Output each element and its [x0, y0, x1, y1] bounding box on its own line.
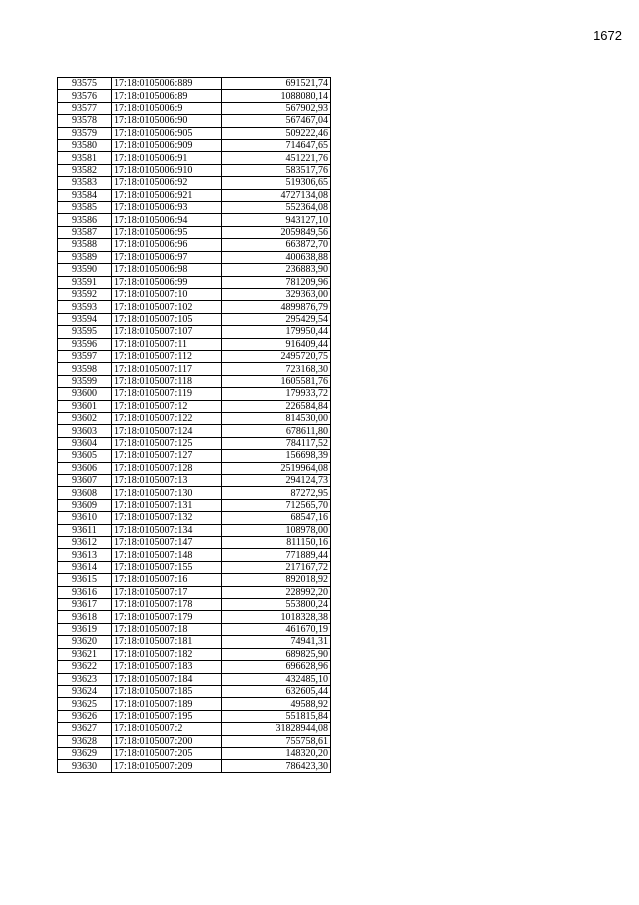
- cadastral-number-cell: 17:18:0105006:97: [112, 251, 222, 263]
- table-row: [58, 487, 331, 499]
- table-row: [58, 400, 331, 412]
- row-number-cell: 93622: [58, 661, 112, 673]
- cadastral-number-cell: 17:18:0105007:209: [112, 760, 222, 772]
- row-number-cell: 93614: [58, 561, 112, 573]
- row-number-cell: 93617: [58, 599, 112, 611]
- cadastral-number-cell: 17:18:0105007:147: [112, 537, 222, 549]
- table-row: [58, 475, 331, 487]
- cadastral-number-cell: 17:18:0105007:185: [112, 685, 222, 697]
- value-cell: 226584,84: [222, 400, 331, 412]
- value-cell: 509222,46: [222, 127, 331, 139]
- row-number-cell: 93616: [58, 586, 112, 598]
- value-cell: 2519964,08: [222, 462, 331, 474]
- row-number-cell: 93610: [58, 512, 112, 524]
- row-number-cell: 93594: [58, 313, 112, 325]
- row-number-cell: 93621: [58, 648, 112, 660]
- value-cell: 814530,00: [222, 412, 331, 424]
- table-row: [58, 140, 331, 152]
- row-number-cell: 93607: [58, 475, 112, 487]
- row-number-cell: 93575: [58, 78, 112, 90]
- row-number-cell: 93602: [58, 412, 112, 424]
- row-number-cell: 93603: [58, 425, 112, 437]
- table-row: [58, 350, 331, 362]
- page-number: 1672: [593, 28, 622, 43]
- cadastral-number-cell: 17:18:0105007:148: [112, 549, 222, 561]
- row-number-cell: 93592: [58, 288, 112, 300]
- cadastral-number-cell: 17:18:0105007:12: [112, 400, 222, 412]
- cadastral-number-cell: 17:18:0105006:94: [112, 214, 222, 226]
- cadastral-number-cell: 17:18:0105007:200: [112, 735, 222, 747]
- cadastral-number-cell: 17:18:0105007:124: [112, 425, 222, 437]
- table-row: [58, 189, 331, 201]
- cadastral-number-cell: 17:18:0105007:131: [112, 499, 222, 511]
- value-cell: 892018,92: [222, 574, 331, 586]
- table-row: [58, 747, 331, 759]
- table-row: [58, 450, 331, 462]
- table-row: [58, 276, 331, 288]
- cadastral-number-cell: 17:18:0105007:118: [112, 375, 222, 387]
- value-cell: 432485,10: [222, 673, 331, 685]
- value-cell: 2059849,56: [222, 226, 331, 238]
- cadastral-number-cell: 17:18:0105006:905: [112, 127, 222, 139]
- value-cell: 156698,39: [222, 450, 331, 462]
- cadastral-number-cell: 17:18:0105007:117: [112, 363, 222, 375]
- table-row: [58, 623, 331, 635]
- value-cell: 714647,65: [222, 140, 331, 152]
- row-number-cell: 93589: [58, 251, 112, 263]
- row-number-cell: 93606: [58, 462, 112, 474]
- row-number-cell: 93578: [58, 115, 112, 127]
- row-number-cell: 93583: [58, 177, 112, 189]
- value-cell: 678611,80: [222, 425, 331, 437]
- row-number-cell: 93623: [58, 673, 112, 685]
- value-cell: 519306,65: [222, 177, 331, 189]
- cadastral-number-cell: 17:18:0105007:10: [112, 288, 222, 300]
- table-row: [58, 313, 331, 325]
- table-row: [58, 338, 331, 350]
- cadastral-number-cell: 17:18:0105006:909: [112, 140, 222, 152]
- table-row: [58, 611, 331, 623]
- cadastral-number-cell: 17:18:0105007:107: [112, 326, 222, 338]
- value-cell: 451221,76: [222, 152, 331, 164]
- row-number-cell: 93584: [58, 189, 112, 201]
- value-cell: 87272,95: [222, 487, 331, 499]
- table-row: [58, 661, 331, 673]
- row-number-cell: 93624: [58, 685, 112, 697]
- value-cell: 567902,93: [222, 102, 331, 114]
- cadastral-number-cell: 17:18:0105007:189: [112, 698, 222, 710]
- value-cell: 68547,16: [222, 512, 331, 524]
- cadastral-number-cell: 17:18:0105006:99: [112, 276, 222, 288]
- value-cell: 553800,24: [222, 599, 331, 611]
- row-number-cell: 93582: [58, 164, 112, 176]
- value-cell: 723168,30: [222, 363, 331, 375]
- table-row: [58, 115, 331, 127]
- value-cell: 755758,61: [222, 735, 331, 747]
- value-cell: 179950,44: [222, 326, 331, 338]
- cadastral-number-cell: 17:18:0105007:112: [112, 350, 222, 362]
- value-cell: 179933,72: [222, 388, 331, 400]
- table-row: [58, 561, 331, 573]
- row-number-cell: 93590: [58, 264, 112, 276]
- table-row: [58, 226, 331, 238]
- cadastral-number-cell: 17:18:0105006:95: [112, 226, 222, 238]
- row-number-cell: 93580: [58, 140, 112, 152]
- table-row: [58, 760, 331, 772]
- row-number-cell: 93611: [58, 524, 112, 536]
- cadastral-value-table: [57, 77, 331, 773]
- row-number-cell: 93615: [58, 574, 112, 586]
- value-cell: 400638,88: [222, 251, 331, 263]
- cadastral-number-cell: 17:18:0105007:125: [112, 437, 222, 449]
- row-number-cell: 93587: [58, 226, 112, 238]
- table-row: [58, 710, 331, 722]
- cadastral-number-cell: 17:18:0105007:184: [112, 673, 222, 685]
- value-cell: 148320,20: [222, 747, 331, 759]
- table-row: [58, 574, 331, 586]
- cadastral-number-cell: 17:18:0105007:16: [112, 574, 222, 586]
- value-cell: 461670,19: [222, 623, 331, 635]
- table-row: [58, 363, 331, 375]
- cadastral-number-cell: 17:18:0105006:96: [112, 239, 222, 251]
- row-number-cell: 93581: [58, 152, 112, 164]
- value-cell: 712565,70: [222, 499, 331, 511]
- value-cell: 663872,70: [222, 239, 331, 251]
- cadastral-number-cell: 17:18:0105007:119: [112, 388, 222, 400]
- value-cell: 781209,96: [222, 276, 331, 288]
- row-number-cell: 93627: [58, 723, 112, 735]
- table-row: [58, 549, 331, 561]
- cadastral-number-cell: 17:18:0105007:182: [112, 648, 222, 660]
- row-number-cell: 93576: [58, 90, 112, 102]
- table-row: [58, 685, 331, 697]
- table-row: [58, 264, 331, 276]
- table-row: [58, 202, 331, 214]
- table-row: [58, 102, 331, 114]
- cadastral-number-cell: 17:18:0105006:91: [112, 152, 222, 164]
- cadastral-number-cell: 17:18:0105007:128: [112, 462, 222, 474]
- value-cell: 108978,00: [222, 524, 331, 536]
- cadastral-number-cell: 17:18:0105007:127: [112, 450, 222, 462]
- cadastral-number-cell: 17:18:0105006:921: [112, 189, 222, 201]
- row-number-cell: 93601: [58, 400, 112, 412]
- table-row: [58, 388, 331, 400]
- row-number-cell: 93595: [58, 326, 112, 338]
- value-cell: 551815,84: [222, 710, 331, 722]
- cadastral-number-cell: 17:18:0105007:205: [112, 747, 222, 759]
- cadastral-number-cell: 17:18:0105007:195: [112, 710, 222, 722]
- value-cell: 1018328,38: [222, 611, 331, 623]
- row-number-cell: 93604: [58, 437, 112, 449]
- value-cell: 583517,76: [222, 164, 331, 176]
- row-number-cell: 93597: [58, 350, 112, 362]
- row-number-cell: 93630: [58, 760, 112, 772]
- table-row: [58, 512, 331, 524]
- row-number-cell: 93625: [58, 698, 112, 710]
- value-cell: 1088080,14: [222, 90, 331, 102]
- row-number-cell: 93609: [58, 499, 112, 511]
- table-row: [58, 698, 331, 710]
- value-cell: 1605581,76: [222, 375, 331, 387]
- value-cell: 689825,90: [222, 648, 331, 660]
- value-cell: 228992,20: [222, 586, 331, 598]
- table-body: [58, 78, 331, 773]
- cadastral-number-cell: 17:18:0105006:9: [112, 102, 222, 114]
- row-number-cell: 93612: [58, 537, 112, 549]
- row-number-cell: 93586: [58, 214, 112, 226]
- row-number-cell: 93605: [58, 450, 112, 462]
- value-cell: 294124,73: [222, 475, 331, 487]
- value-cell: 2495720,75: [222, 350, 331, 362]
- cadastral-number-cell: 17:18:0105006:93: [112, 202, 222, 214]
- table-row: [58, 586, 331, 598]
- table-row: [58, 599, 331, 611]
- row-number-cell: 93608: [58, 487, 112, 499]
- cadastral-number-cell: 17:18:0105007:18: [112, 623, 222, 635]
- row-number-cell: 93598: [58, 363, 112, 375]
- value-cell: 31828944,08: [222, 723, 331, 735]
- table-row: [58, 301, 331, 313]
- table-row: [58, 437, 331, 449]
- cadastral-number-cell: 17:18:0105007:134: [112, 524, 222, 536]
- table-row: [58, 78, 331, 90]
- cadastral-number-cell: 17:18:0105007:11: [112, 338, 222, 350]
- cadastral-number-cell: 17:18:0105007:102: [112, 301, 222, 313]
- value-cell: 691521,74: [222, 78, 331, 90]
- value-cell: 632605,44: [222, 685, 331, 697]
- row-number-cell: 93577: [58, 102, 112, 114]
- cadastral-number-cell: 17:18:0105006:889: [112, 78, 222, 90]
- value-cell: 567467,04: [222, 115, 331, 127]
- row-number-cell: 93618: [58, 611, 112, 623]
- row-number-cell: 93585: [58, 202, 112, 214]
- row-number-cell: 93628: [58, 735, 112, 747]
- cadastral-number-cell: 17:18:0105007:122: [112, 412, 222, 424]
- cadastral-number-cell: 17:18:0105006:910: [112, 164, 222, 176]
- value-cell: 295429,54: [222, 313, 331, 325]
- row-number-cell: 93579: [58, 127, 112, 139]
- cadastral-number-cell: 17:18:0105006:92: [112, 177, 222, 189]
- table-row: [58, 177, 331, 189]
- value-cell: 784117,52: [222, 437, 331, 449]
- table-row: [58, 127, 331, 139]
- table-row: [58, 152, 331, 164]
- cadastral-number-cell: 17:18:0105007:179: [112, 611, 222, 623]
- cadastral-number-cell: 17:18:0105007:105: [112, 313, 222, 325]
- row-number-cell: 93588: [58, 239, 112, 251]
- table-row: [58, 735, 331, 747]
- table-row: [58, 412, 331, 424]
- table-row: [58, 375, 331, 387]
- table-row: [58, 164, 331, 176]
- table-row: [58, 499, 331, 511]
- table-row: [58, 673, 331, 685]
- cadastral-number-cell: 17:18:0105007:17: [112, 586, 222, 598]
- value-cell: 696628,96: [222, 661, 331, 673]
- row-number-cell: 93629: [58, 747, 112, 759]
- row-number-cell: 93619: [58, 623, 112, 635]
- row-number-cell: 93596: [58, 338, 112, 350]
- cadastral-number-cell: 17:18:0105006:98: [112, 264, 222, 276]
- table-row: [58, 239, 331, 251]
- value-cell: 49588,92: [222, 698, 331, 710]
- table-row: [58, 251, 331, 263]
- cadastral-number-cell: 17:18:0105007:181: [112, 636, 222, 648]
- value-cell: 552364,08: [222, 202, 331, 214]
- cadastral-number-cell: 17:18:0105007:183: [112, 661, 222, 673]
- value-cell: 811150,16: [222, 537, 331, 549]
- value-cell: 329363,00: [222, 288, 331, 300]
- table-row: [58, 90, 331, 102]
- cadastral-number-cell: 17:18:0105007:178: [112, 599, 222, 611]
- table-row: [58, 214, 331, 226]
- cadastral-number-cell: 17:18:0105006:89: [112, 90, 222, 102]
- row-number-cell: 93600: [58, 388, 112, 400]
- table-row: [58, 723, 331, 735]
- table-row: [58, 524, 331, 536]
- row-number-cell: 93626: [58, 710, 112, 722]
- row-number-cell: 93591: [58, 276, 112, 288]
- value-cell: 236883,90: [222, 264, 331, 276]
- table-row: [58, 288, 331, 300]
- value-cell: 217167,72: [222, 561, 331, 573]
- table-row: [58, 636, 331, 648]
- cadastral-number-cell: 17:18:0105007:2: [112, 723, 222, 735]
- row-number-cell: 93599: [58, 375, 112, 387]
- table-row: [58, 462, 331, 474]
- table-row: [58, 326, 331, 338]
- value-cell: 771889,44: [222, 549, 331, 561]
- value-cell: 4727134,08: [222, 189, 331, 201]
- cadastral-number-cell: 17:18:0105007:132: [112, 512, 222, 524]
- row-number-cell: 93593: [58, 301, 112, 313]
- table-row: [58, 425, 331, 437]
- table-row: [58, 537, 331, 549]
- cadastral-number-cell: 17:18:0105007:130: [112, 487, 222, 499]
- value-cell: 4899876,79: [222, 301, 331, 313]
- cadastral-number-cell: 17:18:0105007:155: [112, 561, 222, 573]
- value-cell: 74941,31: [222, 636, 331, 648]
- row-number-cell: 93613: [58, 549, 112, 561]
- value-cell: 943127,10: [222, 214, 331, 226]
- value-cell: 916409,44: [222, 338, 331, 350]
- row-number-cell: 93620: [58, 636, 112, 648]
- cadastral-number-cell: 17:18:0105007:13: [112, 475, 222, 487]
- cadastral-number-cell: 17:18:0105006:90: [112, 115, 222, 127]
- value-cell: 786423,30: [222, 760, 331, 772]
- table-row: [58, 648, 331, 660]
